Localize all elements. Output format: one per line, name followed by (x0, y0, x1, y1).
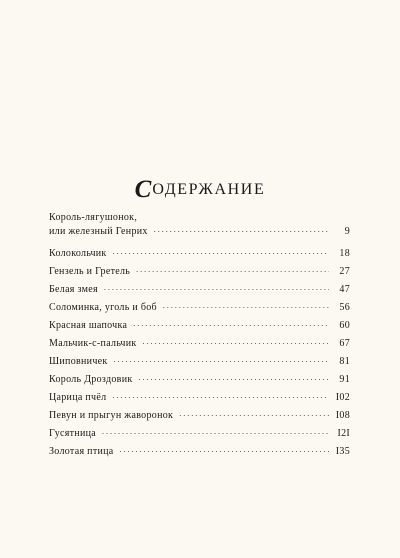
dot-leader (102, 427, 329, 437)
dot-leader (143, 337, 329, 347)
toc-entry[interactable] (49, 426, 350, 439)
toc-entry-page: I08 (335, 410, 350, 421)
toc-entry-title: Шиповничек (49, 356, 108, 367)
toc-entry-title: Гензель и Гретель (49, 266, 131, 277)
dot-leader (112, 391, 329, 401)
toc-entry[interactable] (49, 390, 350, 403)
toc-entry-page: 81 (339, 356, 350, 367)
dot-leader (136, 265, 329, 275)
dot-leader (113, 247, 329, 257)
dot-leader (120, 445, 329, 455)
toc-entry-page: 60 (339, 320, 350, 331)
toc-entry-page: 67 (339, 338, 350, 349)
toc-entry-title-line1: Король-лягушонок, (49, 212, 138, 223)
table-of-contents (49, 211, 350, 457)
toc-entry-title: Колокольчик (49, 248, 107, 259)
dot-leader (179, 409, 329, 419)
title-initial: С (134, 175, 152, 203)
toc-entry-title: Певун и прыгун жаворонок (49, 410, 174, 421)
toc-entry-title: Мальчик-с-пальчик (49, 338, 137, 349)
toc-entry-page: 47 (339, 284, 350, 295)
toc-entry-title: Король Дроздовик (49, 374, 133, 385)
toc-entry[interactable] (49, 246, 350, 259)
toc-entry[interactable] (49, 444, 350, 457)
toc-entry-page: 91 (339, 374, 350, 385)
toc-entry-page: I35 (335, 446, 350, 457)
dot-leader (114, 355, 329, 365)
toc-entry-title: или железный Генрих (49, 226, 148, 237)
toc-entry-title: Белая змея (49, 284, 98, 295)
toc-entry[interactable] (49, 211, 350, 235)
dot-leader (133, 319, 329, 329)
toc-entry[interactable] (49, 336, 350, 349)
toc-entry[interactable] (49, 300, 350, 313)
dot-leader (139, 373, 329, 383)
title-rest: ОДЕРЖАНИЕ (152, 180, 266, 198)
toc-entry-title: Гусятница (49, 428, 97, 439)
toc-entry[interactable] (49, 318, 350, 331)
page-title (0, 175, 400, 203)
toc-entry[interactable] (49, 354, 350, 367)
toc-entry-page: I2I (337, 428, 350, 439)
toc-entry-title: Царица пчёл (49, 392, 107, 403)
toc-entry-title: Красная шапочка (49, 320, 128, 331)
toc-entry[interactable] (49, 282, 350, 295)
toc-entry-page: 18 (339, 248, 350, 259)
toc-entry-title: Соломинка, уголь и боб (49, 302, 157, 313)
toc-entry-page: 56 (339, 302, 350, 313)
toc-entry[interactable] (49, 264, 350, 277)
toc-entry-page: I02 (335, 392, 350, 403)
dot-leader (163, 301, 329, 311)
toc-entry-page: 27 (339, 266, 350, 277)
toc-entry[interactable] (49, 408, 350, 421)
dot-leader (154, 225, 329, 235)
toc-entry-title: Золотая птица (49, 446, 114, 457)
dot-leader (104, 283, 329, 293)
toc-entry[interactable] (49, 372, 350, 385)
toc-entry-page: 9 (344, 226, 350, 237)
